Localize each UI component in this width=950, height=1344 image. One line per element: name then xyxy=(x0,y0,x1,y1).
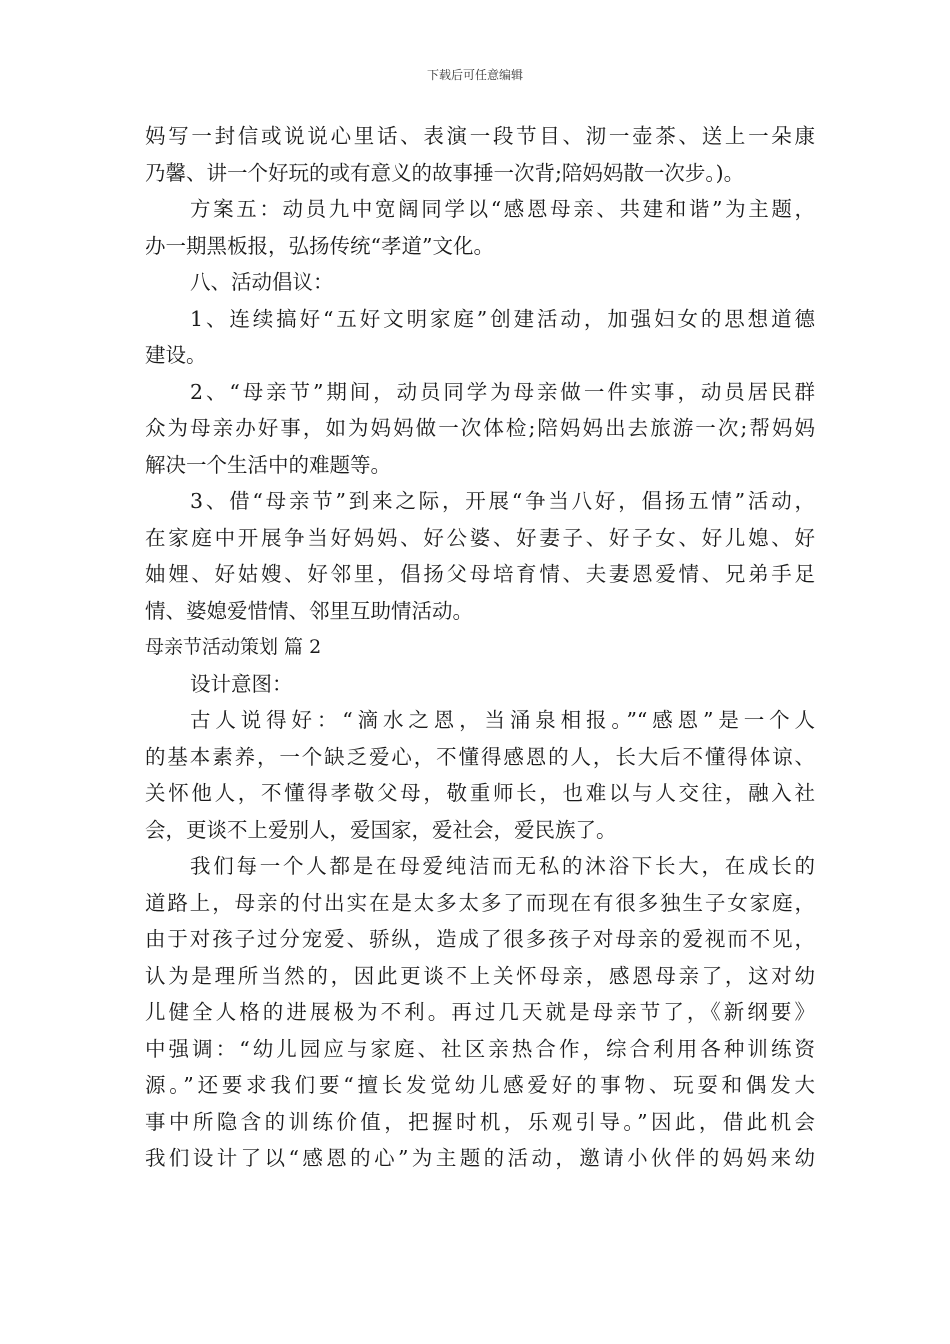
text-line: 建设。 xyxy=(145,343,207,367)
text-line: 会，更谈不上爱别人，爱国家，爱社会，爱民族了。 xyxy=(145,817,617,842)
text-line: 1、连续搞好“五好文明家庭”创建活动，加强妇女的思想道德 xyxy=(190,306,815,331)
text-line: 情、婆媳爱惜情、邻里互助情活动。 xyxy=(145,598,473,623)
text-line: 妈写一封信或说说心里话、表演一段节目、沏一壶茶、送上一朵康 xyxy=(145,124,815,148)
text-line: 我们设计了以“感恩的心”为主题的活动，邀请小伙伴的妈妈来幼 xyxy=(145,1146,815,1170)
text-line: 关怀他人，不懂得孝敬父母，敬重师长，也难以与人交往，融入社 xyxy=(145,781,815,805)
text-line: 道路上，母亲的付出实在是太多太多了而现在有很多独生子女家庭， xyxy=(145,890,815,915)
text-line: 认为是理所当然的，因此更谈不上关怀母亲，感恩母亲了，这对幼 xyxy=(145,963,815,988)
text-line: 的基本素养，一个缺乏爱心，不懂得感恩的人，长大后不懂得体谅、 xyxy=(145,744,815,769)
text-line: 3、借“母亲节”到来之际，开展“争当八好，倡扬五情”活动， xyxy=(190,489,815,513)
text-line: 古人说得好：“滴水之恩，当涌泉相报。”“感恩”是一个人 xyxy=(190,708,815,732)
text-line: 妯娌、好姑嫂、好邻里，倡扬父母培育情、夫妻恩爱情、兄弟手足 xyxy=(145,562,815,586)
text-line: 儿健全人格的进展极为不利。再过几天就是母亲节了，《新纲要》 xyxy=(145,1000,815,1024)
text-line: 源。”还要求我们要“擅长发觉幼儿感爱好的事物、玩耍和偶发大 xyxy=(145,1073,815,1097)
text-line: 由于对孩子过分宠爱、骄纵，造成了很多孩子对母亲的爱视而不见， xyxy=(145,927,815,951)
text-line: 中强调：“幼儿园应与家庭、社区亲热合作，综合利用各种训练资 xyxy=(145,1036,815,1061)
text-line: 众为母亲办好事，如为妈妈做一次体检;陪妈妈出去旅游一次;帮妈妈 xyxy=(145,416,815,440)
text-line: 方案五：动员九中宽阔同学以“感恩母亲、共建和谐”为主题， xyxy=(190,197,815,221)
text-line: 办一期黑板报，弘扬传统“孝道”文化。 xyxy=(145,233,494,258)
text-line: 事中所隐含的训练价值，把握时机，乐观引导。”因此，借此机会 xyxy=(145,1109,815,1134)
document-body xyxy=(145,118,815,1177)
text-line: 八、活动倡议： xyxy=(190,270,334,294)
text-line: 乃馨、讲一个好玩的或有意义的故事捶一次背;陪妈妈散一次步。)。 xyxy=(145,160,745,185)
page-header: 下载后可任意编辑 xyxy=(426,68,523,82)
text-line: 我们每一个人都是在母爱纯洁而无私的沐浴下长大，在成长的 xyxy=(190,854,815,878)
text-line: 解决一个生活中的难题等。 xyxy=(145,452,391,477)
text-line: 设计意图： xyxy=(190,671,293,696)
text-line: 2、“母亲节”期间，动员同学为母亲做一件实事，动员居民群 xyxy=(190,379,815,404)
text-line: 在家庭中开展争当好妈妈、好公婆、好妻子、好子女、好儿媳、好 xyxy=(145,525,815,550)
section-heading: 母亲节活动策划 篇 2 xyxy=(145,636,322,658)
